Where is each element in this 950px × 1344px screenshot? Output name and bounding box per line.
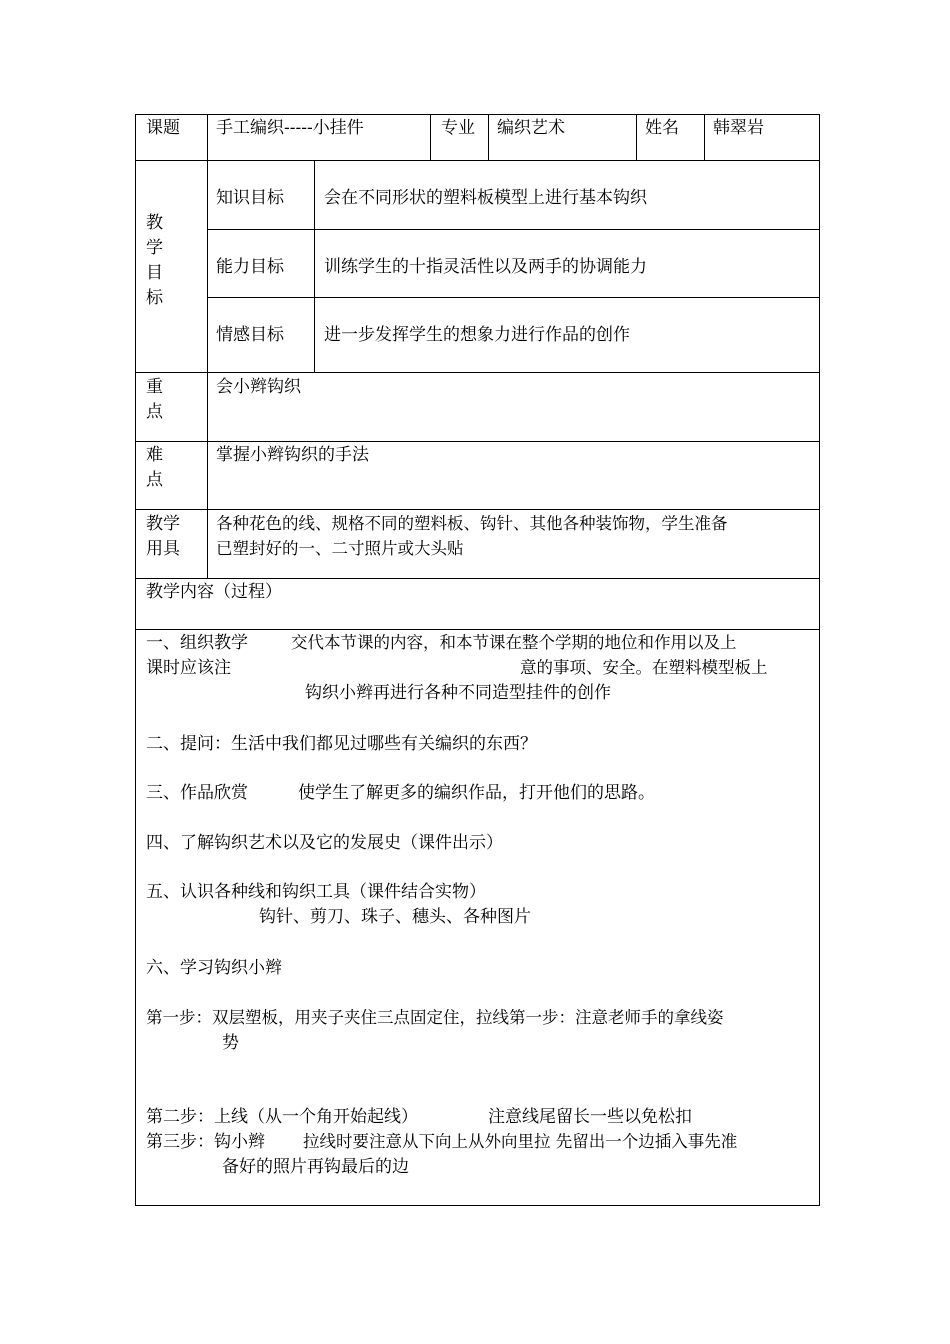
- process-s1-text: 意的事项、安全。在塑料模型板上: [520, 658, 768, 677]
- key-point-value: 会小辫钩织: [216, 377, 301, 397]
- process-step2-text: 第二步：上线（从一个角开始起线）: [146, 1107, 418, 1127]
- objectives-label-char: 目: [146, 263, 163, 283]
- process-step3-text: 备好的照片再钩最后的边: [222, 1157, 409, 1177]
- key-point-label-char: 重: [146, 377, 163, 397]
- process-step1-text: 势: [222, 1033, 239, 1053]
- table-border-bottom: [135, 1205, 820, 1206]
- column-divider: [430, 114, 431, 160]
- process-s3-text: 使学生了解更多的编织作品，打开他们的思路。: [298, 783, 655, 803]
- difficulty-value: 掌握小辫钩织的手法: [216, 445, 369, 465]
- ability-objective-label: 能力目标: [216, 257, 284, 277]
- knowledge-objective-label: 知识目标: [216, 188, 284, 208]
- process-step3-heading: 第三步：钩小辫: [146, 1132, 265, 1152]
- row-divider: [135, 578, 820, 579]
- tools-value-line: 已塑封好的一、二寸照片或大头贴: [216, 539, 464, 558]
- row-divider: [207, 229, 820, 230]
- process-s1-heading: 一、组织教学: [146, 633, 248, 653]
- column-divider: [207, 114, 208, 578]
- process-s3-heading: 三、作品欣赏: [146, 783, 248, 803]
- content-title: 教学内容（过程）: [146, 582, 282, 602]
- table-border-top: [135, 114, 820, 115]
- process-s1-text: 交代本节课的内容，和本节课在整个学期的地位和作用以及上: [291, 633, 737, 652]
- ability-objective-value: 训练学生的十指灵活性以及两手的协调能力: [324, 257, 647, 277]
- difficulty-label-char: 点: [146, 470, 163, 490]
- table-border-right: [819, 114, 820, 1206]
- process-s1-text: 课时应该注: [146, 658, 231, 678]
- row-divider: [135, 160, 820, 161]
- column-divider: [314, 160, 315, 372]
- row-divider: [207, 297, 820, 298]
- process-s1-text: 钩织小辫再进行各种不同造型挂件的创作: [305, 683, 611, 703]
- table-border-left: [135, 114, 136, 1206]
- objectives-label-char: 学: [146, 238, 163, 258]
- knowledge-objective-value: 会在不同形状的塑料板模型上进行基本钩织: [324, 188, 647, 208]
- subject-label: 课题: [146, 118, 180, 138]
- name-value: 韩翠岩: [713, 118, 764, 138]
- objectives-label-char: 教: [146, 213, 163, 233]
- process-s4: 四、了解钩织艺术以及它的发展史（课件出示）: [146, 833, 503, 853]
- major-value: 编织艺术: [497, 118, 565, 138]
- process-step3-text: 拉线时要注意从下向上从外向里拉 先留出一个边插入事先准: [303, 1132, 738, 1151]
- row-divider: [135, 629, 820, 630]
- objectives-label-char: 标: [146, 288, 163, 308]
- tools-value-line: 各种花色的线、规格不同的塑料板、钩针、其他各种装饰物，学生准备: [216, 514, 728, 533]
- process-step2-note: 注意线尾留长一些以免松扣: [488, 1107, 692, 1127]
- row-divider: [135, 441, 820, 442]
- row-divider: [135, 509, 820, 510]
- difficulty-label-char: 难: [146, 445, 163, 465]
- subject-value: 手工编织-----小挂件: [216, 118, 364, 138]
- emotion-objective-value: 进一步发挥学生的想象力进行作品的创作: [324, 325, 630, 345]
- tools-label-line: 用具: [146, 539, 180, 559]
- column-divider: [488, 114, 489, 160]
- column-divider: [636, 114, 637, 160]
- key-point-label-char: 点: [146, 402, 163, 422]
- tools-label-line: 教学: [146, 514, 180, 534]
- row-divider: [135, 372, 820, 373]
- process-s2: 二、提问：生活中我们都见过哪些有关编织的东西？: [146, 734, 537, 754]
- column-divider: [704, 114, 705, 160]
- emotion-objective-label: 情感目标: [216, 325, 284, 345]
- process-step1-text: 第一步：双层塑板，用夹子夹住三点固定住，拉线第一步：注意老师手的拿线姿: [146, 1008, 724, 1027]
- major-label: 专业: [441, 118, 475, 138]
- process-s5-text: 钩针、剪刀、珠子、穗头、各种图片: [259, 907, 531, 927]
- name-label: 姓名: [645, 118, 679, 138]
- process-s6: 六、学习钩织小辫: [146, 958, 282, 978]
- process-s5-heading: 五、认识各种线和钩织工具（课件结合实物）: [146, 882, 486, 902]
